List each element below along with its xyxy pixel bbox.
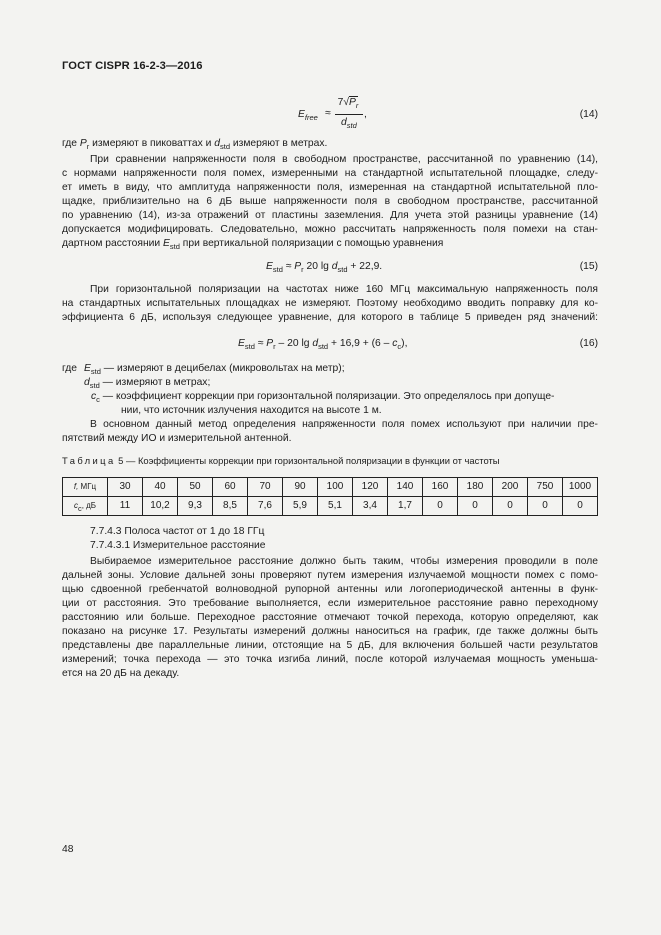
correction-table bbox=[62, 477, 598, 516]
p4-line: расстоянию или больше. Переходное расстояние отмечают точкой перехода, которую определяют, как bbox=[62, 612, 598, 623]
eq14-denominator: $d_{std}$ bbox=[341, 117, 357, 130]
p2-line: эффициента 6 дБ, используя следующее уравнение, для которого в таблице 5 приведен ряд значений: bbox=[62, 312, 598, 323]
eq14-numerator: $7√P_r$ bbox=[337, 97, 359, 110]
table-cell: 0 bbox=[458, 497, 493, 516]
eq14-comma: , bbox=[364, 109, 367, 120]
table-cell: 200 bbox=[493, 478, 528, 497]
p4-line: ции от расстояния. Это требование выполняется, если измерительное расстояние равно переходному bbox=[62, 598, 598, 609]
p1-line: ет иметь в виду, что амплитуда напряженности поля, измеренная на стандартной испытательной пло- bbox=[62, 182, 598, 193]
table-header-correction: $c_c$, дБ bbox=[63, 497, 108, 516]
table-cell: 8,5 bbox=[213, 497, 248, 516]
p1-line: При сравнении напряженности поля в свободном пространстве, рассчитанной по уравнению (14), bbox=[90, 154, 598, 165]
p3-line: пятствий между ИО и измерительной антенной. bbox=[62, 433, 292, 444]
p4-line: Выбираемое измерительное расстояние должно быть таким, чтобы измерения проводили в поле bbox=[90, 556, 598, 567]
p2-line: При горизонтальной поляризации на частотах ниже 160 МГц максимальную напряженность поля bbox=[90, 284, 598, 295]
table-cell: 50 bbox=[178, 478, 213, 497]
p1-line: с нормами напряженности поля помех, измеренными на стандартной испытательной площадке, следу- bbox=[62, 168, 598, 179]
table-cell: 9,3 bbox=[178, 497, 213, 516]
p4-line: измерений; точка перехода — это точка изгиба линий, после которой излучаемая мощность уменьша- bbox=[62, 654, 598, 665]
p4-line: показано на рисунке 17. Результаты измерений должны наноситься на график, где также должны быть bbox=[62, 626, 598, 637]
section-heading-7-7-4-3-1: 7.7.4.3.1 Измерительное расстояние bbox=[90, 540, 266, 551]
table-cell: 5,1 bbox=[318, 497, 353, 516]
eq16-number: (16) bbox=[579, 338, 598, 349]
where-clause-14: где $P_r$ измеряют в пиковаттах и $d_{std}$ измеряют в метрах. bbox=[62, 138, 328, 151]
table-row-correction bbox=[63, 497, 598, 516]
table-caption: Таблица 5 — Коэффициенты коррекции при горизонтальной поляризации в функции от частоты bbox=[62, 455, 500, 466]
table-cell: 1,7 bbox=[388, 497, 423, 516]
table-cell: 0 bbox=[423, 497, 458, 516]
table-cell: 0 bbox=[528, 497, 563, 516]
table-cell: 0 bbox=[493, 497, 528, 516]
table-header-frequency: f, МГц bbox=[63, 478, 108, 497]
eq15-number: (15) bbox=[579, 261, 598, 272]
p1-line-last: дартном расстоянии $E_{std}$ при вертикальной поляризации с помощью уравнения bbox=[62, 238, 444, 251]
table-cell: 10,2 bbox=[143, 497, 178, 516]
p2-line: на стандартных испытательных площадках не измеряют. Поэтому необходимо вводить поправку для ко- bbox=[62, 298, 598, 309]
page-number: 48 bbox=[62, 844, 74, 855]
eq14-number: (14) bbox=[579, 109, 598, 120]
table-cell: 1000 bbox=[563, 478, 598, 497]
table-cell: 100 bbox=[318, 478, 353, 497]
table-cell: 5,9 bbox=[283, 497, 318, 516]
table-cell: 0 bbox=[563, 497, 598, 516]
definition-c-c-continued: нии, что источник излучения находится на высоте 1 м. bbox=[121, 405, 382, 416]
eq16-body: $E_{std} \approx P_r - 20$ $\lg d_{std} + 16,9 + (6 - c_c)$, bbox=[238, 338, 408, 351]
table-cell: 30 bbox=[108, 478, 143, 497]
p1-line: по уравнению (14), из-за отражений от пластины заземления. Для учета этой разницы уравнение (14) bbox=[62, 210, 598, 221]
table-cell: 90 bbox=[283, 478, 318, 497]
table-cell: 11 bbox=[108, 497, 143, 516]
table-cell: 7,6 bbox=[248, 497, 283, 516]
eq14-rel: ≈ bbox=[325, 108, 331, 119]
table-cell: 70 bbox=[248, 478, 283, 497]
p3-line: В основном данный метод определения напряженности поля помех используют при наличии пре- bbox=[90, 419, 598, 430]
eq15-body: $E_{std} \approx P_r$ 20 $\lg d_{std} + 22,9$. bbox=[266, 261, 383, 274]
definition-e-std: $E_{std}$ — измеряют в децибелах (микровольтах на метр); bbox=[84, 363, 345, 376]
definition-d-std: $d_{std}$ — измеряют в метрах; bbox=[84, 377, 211, 390]
p4-line-last: ется на 20 дБ на декаду. bbox=[62, 668, 180, 679]
p4-line: щью сдвоенной гребенчатой волноводной рупорной антенны или логопериодической антенны в функ- bbox=[62, 584, 598, 595]
eq14-fraction-bar bbox=[335, 114, 363, 115]
table-cell: 40 bbox=[143, 478, 178, 497]
p4-line: представлены две параллельные линии, отстоящие на 5 дБ, для включения большей части результатов bbox=[62, 640, 598, 651]
table-cell: 140 bbox=[388, 478, 423, 497]
table-cell: 160 bbox=[423, 478, 458, 497]
eq14-lhs: $E_{free}$ bbox=[298, 109, 318, 122]
table-cell: 180 bbox=[458, 478, 493, 497]
table-cell: 3,4 bbox=[353, 497, 388, 516]
section-heading-7-7-4-3: 7.7.4.3 Полоса частот от 1 до 18 ГГц bbox=[90, 526, 265, 537]
table-row-frequency bbox=[63, 478, 598, 497]
definitions-where: где bbox=[62, 363, 78, 374]
definition-c-c: $c_c$ — коэффициент коррекции при горизонтальной поляризации. Это определялось при допуще- bbox=[91, 391, 555, 404]
table-cell: 750 bbox=[528, 478, 563, 497]
p4-line: дальней зоны. Условие дальней зоны проверяют путем измерения излучаемой мощности помех с помо- bbox=[62, 570, 598, 581]
table-cell: 120 bbox=[353, 478, 388, 497]
table-cell: 60 bbox=[213, 478, 248, 497]
p1-line: допускается модифицировать. Следовательно, можно рассчитать напряженность поля помехи на стан- bbox=[62, 224, 598, 235]
document-header: ГОСТ CISPR 16-2-3—2016 bbox=[62, 60, 203, 72]
p1-line: щадке, приблизительно на 6 дБ выше напряженности поля в свободном пространстве, рассчитанной bbox=[62, 196, 598, 207]
